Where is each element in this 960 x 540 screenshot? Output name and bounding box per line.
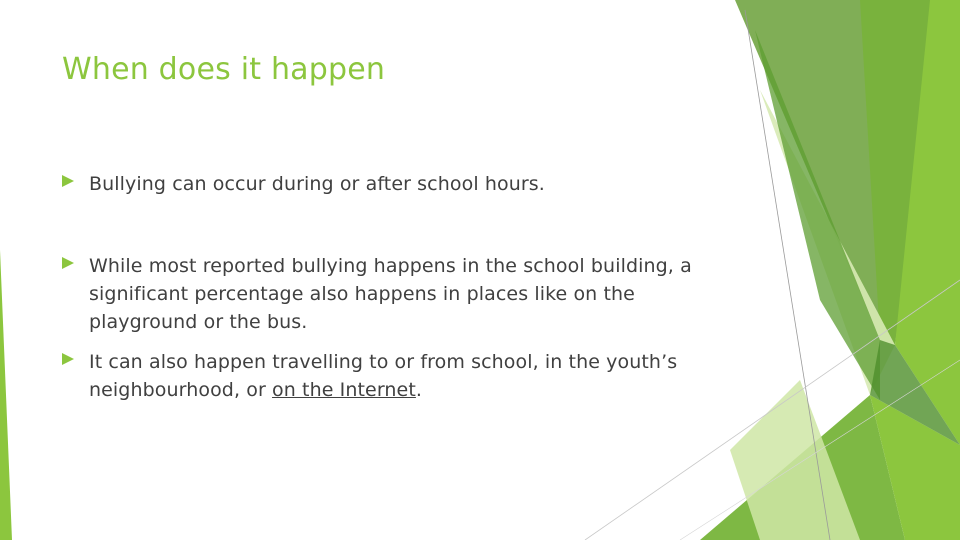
bullet-item <box>62 170 722 198</box>
left-edge-shape <box>0 250 12 540</box>
internet-link[interactable]: on the Internet <box>272 379 416 401</box>
slide-title: When does it happen <box>62 52 386 87</box>
triangle-bullet-icon <box>62 353 74 365</box>
bullet-text-after: . <box>415 379 423 401</box>
bullet-text-before: It can also happen travelling to or from school, in the youth’s neighbourhood, or <box>89 351 678 401</box>
bullet-text: While most reported bullying happens in the school building, a significant percentage also happens in places like on the playground or the bus. <box>89 255 692 333</box>
bullet-item <box>62 252 729 336</box>
triangle-bullet-icon <box>62 257 74 269</box>
triangle-bullet-icon <box>62 175 74 187</box>
bullet-list <box>62 170 722 401</box>
bullet-text <box>89 348 729 404</box>
bullet-item <box>62 348 729 404</box>
bullet-text: Bullying can occur during or after school hours. <box>89 173 545 195</box>
